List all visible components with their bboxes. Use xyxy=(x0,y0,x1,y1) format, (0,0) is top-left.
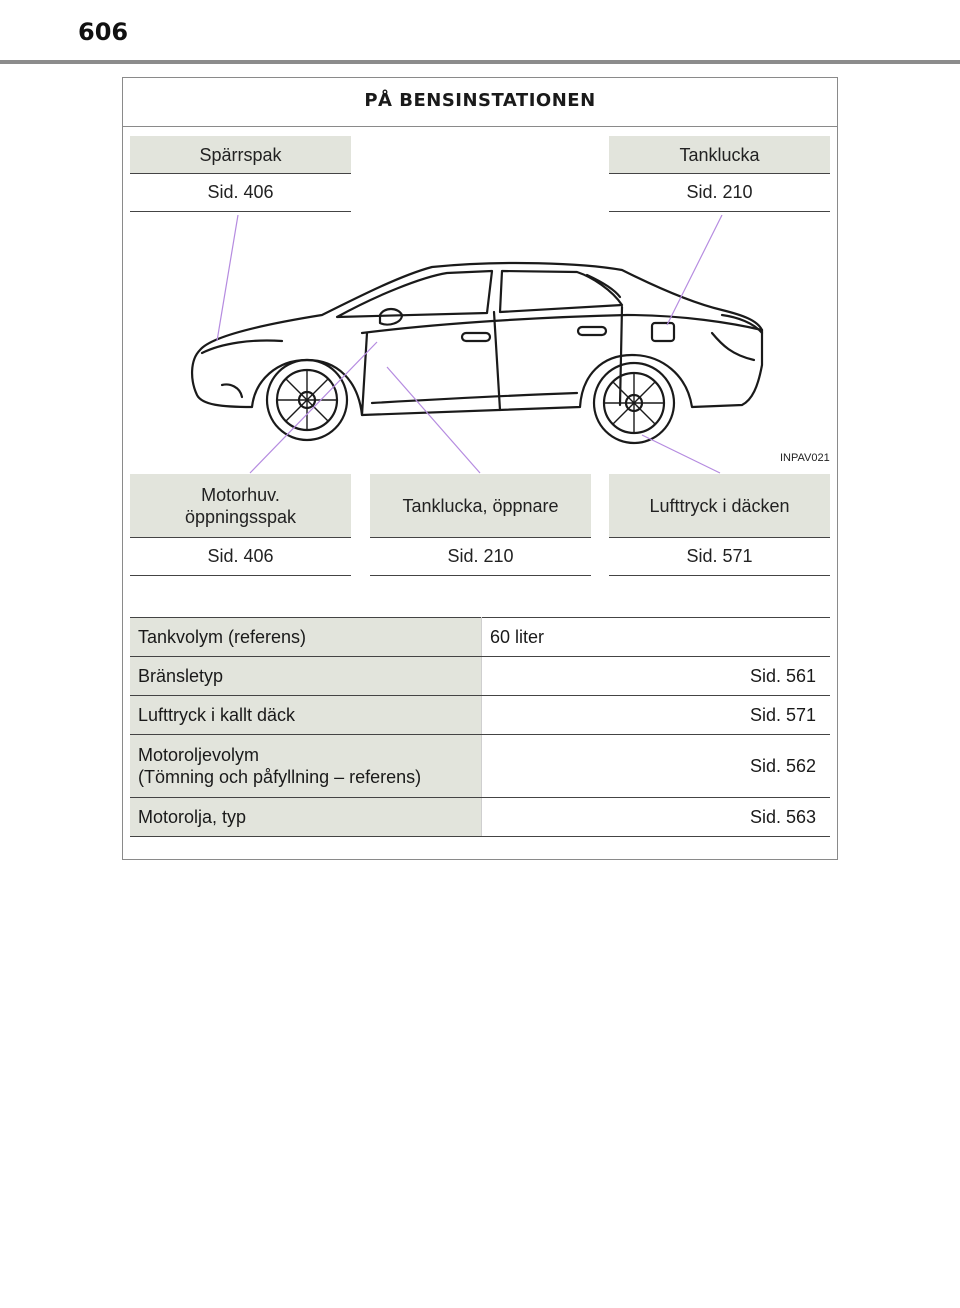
spec-label: Lufttryck i kallt däck xyxy=(130,696,482,735)
spec-value: Sid. 563 xyxy=(482,798,831,837)
callout-label: Spärrspak xyxy=(130,136,351,174)
callout-label: Motorhuv. öppningsspak xyxy=(130,474,351,538)
callout-tire-pressure xyxy=(609,474,830,576)
callout-label: Tanklucka, öppnare xyxy=(370,474,591,538)
callout-label: Tanklucka xyxy=(609,136,830,174)
table-row xyxy=(130,696,830,735)
callout-ref: Sid. 571 xyxy=(609,538,830,576)
callout-lock-lever xyxy=(130,136,351,212)
table-row xyxy=(130,657,830,696)
car-illustration xyxy=(122,215,838,475)
callout-ref: Sid. 406 xyxy=(130,174,351,212)
spec-table xyxy=(130,617,830,837)
callout-ref: Sid. 210 xyxy=(609,174,830,212)
table-row xyxy=(130,735,830,798)
panel-title: PÅ BENSINSTATIONEN xyxy=(123,78,837,127)
callout-ref: Sid. 210 xyxy=(370,538,591,576)
callout-hood-lever xyxy=(130,474,351,576)
spec-value: Sid. 571 xyxy=(482,696,831,735)
callout-label: Lufttryck i däcken xyxy=(609,474,830,538)
spec-label-cell xyxy=(130,735,482,798)
spec-label: Motoroljevolym (Tömning och påfyllning – referens) xyxy=(138,745,422,787)
spec-value: 60 liter xyxy=(482,618,831,657)
spec-value: Sid. 562 xyxy=(482,735,831,798)
figure-code: INPAV021 xyxy=(780,452,830,464)
header-rule xyxy=(0,60,960,64)
spec-label: Bränsletyp xyxy=(130,657,482,696)
table-row xyxy=(130,618,830,657)
table-row xyxy=(130,798,830,837)
callout-fuel-door-opener xyxy=(370,474,591,576)
callout-fuel-door xyxy=(609,136,830,212)
spec-label: Motorolja, typ xyxy=(130,798,482,837)
spec-value: Sid. 561 xyxy=(482,657,831,696)
callout-ref: Sid. 406 xyxy=(130,538,351,576)
page-number: 606 xyxy=(78,18,129,46)
spec-label: Tankvolym (referens) xyxy=(130,618,482,657)
